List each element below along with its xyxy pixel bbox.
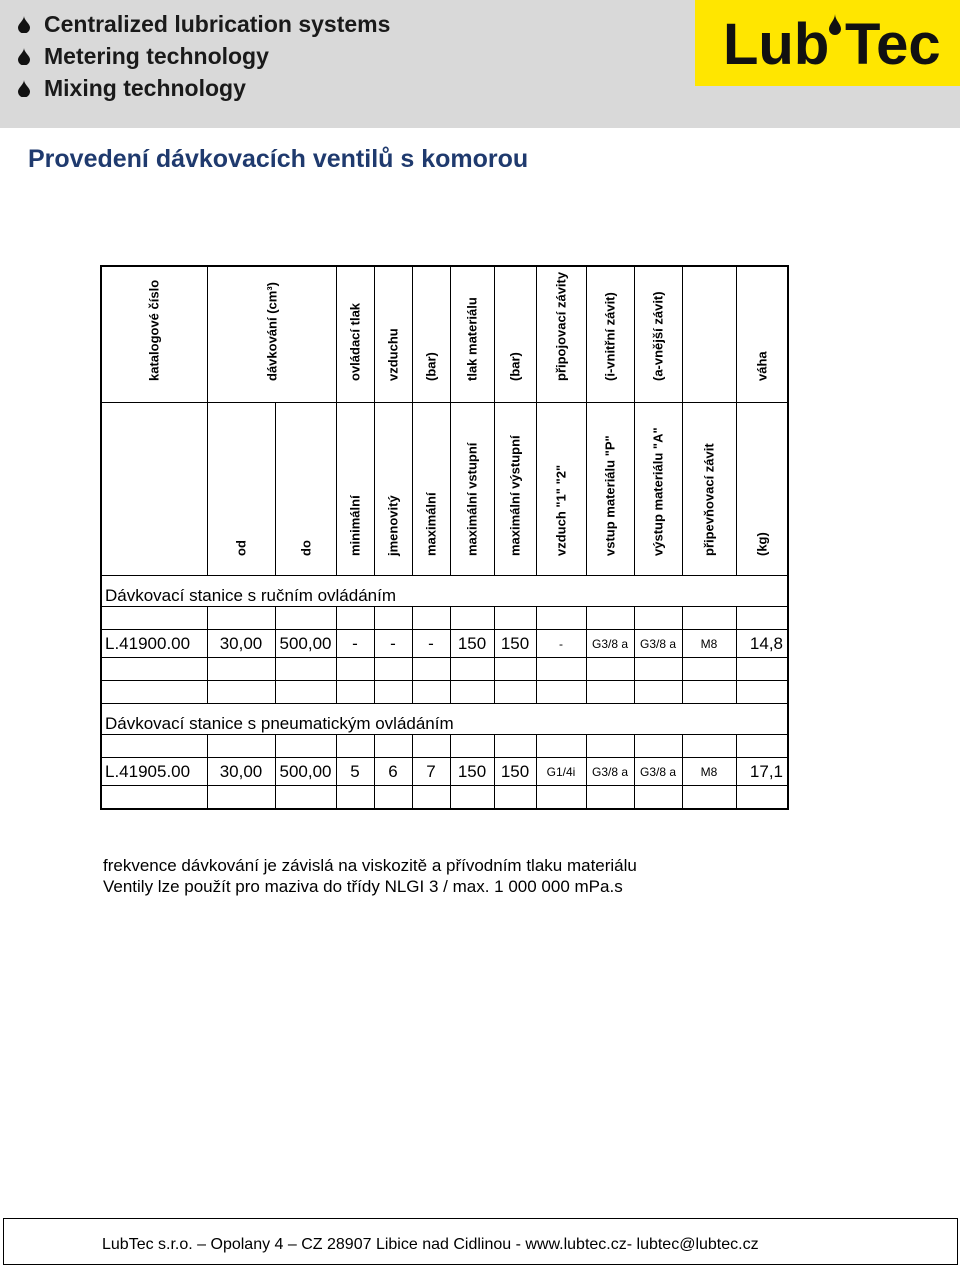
cell-max: - <box>412 630 450 658</box>
header-external: (a-vnější závit) <box>634 266 682 403</box>
section-title: Dávkovací stanice s pneumatickým ovládáním <box>101 704 788 735</box>
cell-outlet-a: G3/8 a <box>634 758 682 786</box>
cell-max-inlet: 150 <box>450 758 494 786</box>
cell-from: 30,00 <box>207 630 275 658</box>
spacer-row <box>101 658 788 681</box>
cell-from: 30,00 <box>207 758 275 786</box>
header-internal: (i-vnitřní závit) <box>586 266 634 403</box>
drop-icon <box>18 80 30 97</box>
header-min: minimální <box>336 403 374 576</box>
header-empty <box>682 266 736 403</box>
note-line: frekvence dávkování je závislá na viskozitě a přívodním tlaku materiálu <box>103 856 637 875</box>
header-to: do <box>275 403 336 576</box>
drop-icon <box>18 48 30 65</box>
header-max: maximální <box>412 403 450 576</box>
header-dosing: dávkování (cm³) <box>207 266 336 403</box>
logo-graphic <box>695 0 960 86</box>
cell-mounting: M8 <box>682 630 736 658</box>
cell-outlet-a: G3/8 a <box>634 630 682 658</box>
drop-icon <box>18 16 30 33</box>
section-row-pneumatic <box>101 704 788 735</box>
tagline-3 <box>18 72 246 104</box>
cell-air-ports: - <box>536 630 586 658</box>
header-bar-1: (bar) <box>412 266 450 403</box>
header-kg: (kg) <box>736 403 788 576</box>
header-max-inlet: maximální vstupní <box>450 403 494 576</box>
spacer-row <box>101 786 788 810</box>
cell-weight: 17,1 <box>736 758 788 786</box>
tagline-text: Mixing technology <box>44 74 246 101</box>
header-from: od <box>207 403 275 576</box>
header-nominal: jmenovitý <box>374 403 412 576</box>
header-row-top <box>101 266 788 403</box>
cell-to: 500,00 <box>275 630 336 658</box>
spacer-row <box>101 681 788 704</box>
header-air-ports: vzduch "1" "2" <box>536 403 586 576</box>
header-weight: váha <box>736 266 788 403</box>
spacer-row <box>101 735 788 758</box>
cell-min: - <box>336 630 374 658</box>
note-line: Ventily lze použít pro maziva do třídy NLGI 3 / max. 1 000 000 mPa.s <box>103 877 623 896</box>
header-mounting: připevňovací závit <box>682 403 736 576</box>
spacer-row <box>101 607 788 630</box>
cell-max-outlet: 150 <box>494 758 536 786</box>
header-inlet-p: vstup materiálu "P" <box>586 403 634 576</box>
header-blank <box>101 403 207 576</box>
cell-inlet-p: G3/8 a <box>586 758 634 786</box>
lubtec-logo <box>695 0 960 86</box>
footer-text: LubTec s.r.o. – Opolany 4 – CZ 28907 Libice nad Cidlinou - www.lubtec.cz- lubtec@lubtec.cz <box>102 1236 759 1253</box>
header-control-pressure: ovládací tlak <box>336 266 374 403</box>
cell-max-outlet: 150 <box>494 630 536 658</box>
header-material-pressure: tlak materiálu <box>450 266 494 403</box>
cell-max: 7 <box>412 758 450 786</box>
header-max-outlet: maximální výstupní <box>494 403 536 576</box>
header-band <box>0 0 960 128</box>
header-outlet-a: výstup materiálu "A" <box>634 403 682 576</box>
svg-text:Tec: Tec <box>845 12 941 77</box>
header-bar-2: (bar) <box>494 266 536 403</box>
section-row-manual <box>101 576 788 607</box>
cell-air-ports: G1/4i <box>536 758 586 786</box>
tagline-text: Centralized lubrication systems <box>44 10 391 37</box>
footer <box>3 1218 958 1265</box>
table-row <box>101 758 788 786</box>
header-row-bottom <box>101 403 788 576</box>
notes <box>103 855 637 897</box>
spec-table <box>100 265 789 810</box>
cell-mounting: M8 <box>682 758 736 786</box>
cell-nominal: 6 <box>374 758 412 786</box>
page-title: Provedení dávkovacích ventilů s komorou <box>28 145 529 173</box>
section-title: Dávkovací stanice s ručním ovládáním <box>101 576 788 607</box>
cell-inlet-p: G3/8 a <box>586 630 634 658</box>
tagline-1 <box>18 8 390 40</box>
cell-max-inlet: 150 <box>450 630 494 658</box>
tagline-2 <box>18 40 269 72</box>
cell-to: 500,00 <box>275 758 336 786</box>
cell-catalog: L.41900.00 <box>101 630 207 658</box>
header-catalog: katalogové číslo <box>101 266 207 403</box>
cell-min: 5 <box>336 758 374 786</box>
header-threads: připojovací závity <box>536 266 586 403</box>
cell-weight: 14,8 <box>736 630 788 658</box>
cell-catalog: L.41905.00 <box>101 758 207 786</box>
tagline-text: Metering technology <box>44 42 269 69</box>
header-air: vzduchu <box>374 266 412 403</box>
table-row <box>101 630 788 658</box>
svg-text:Lub: Lub <box>723 12 830 77</box>
cell-nominal: - <box>374 630 412 658</box>
